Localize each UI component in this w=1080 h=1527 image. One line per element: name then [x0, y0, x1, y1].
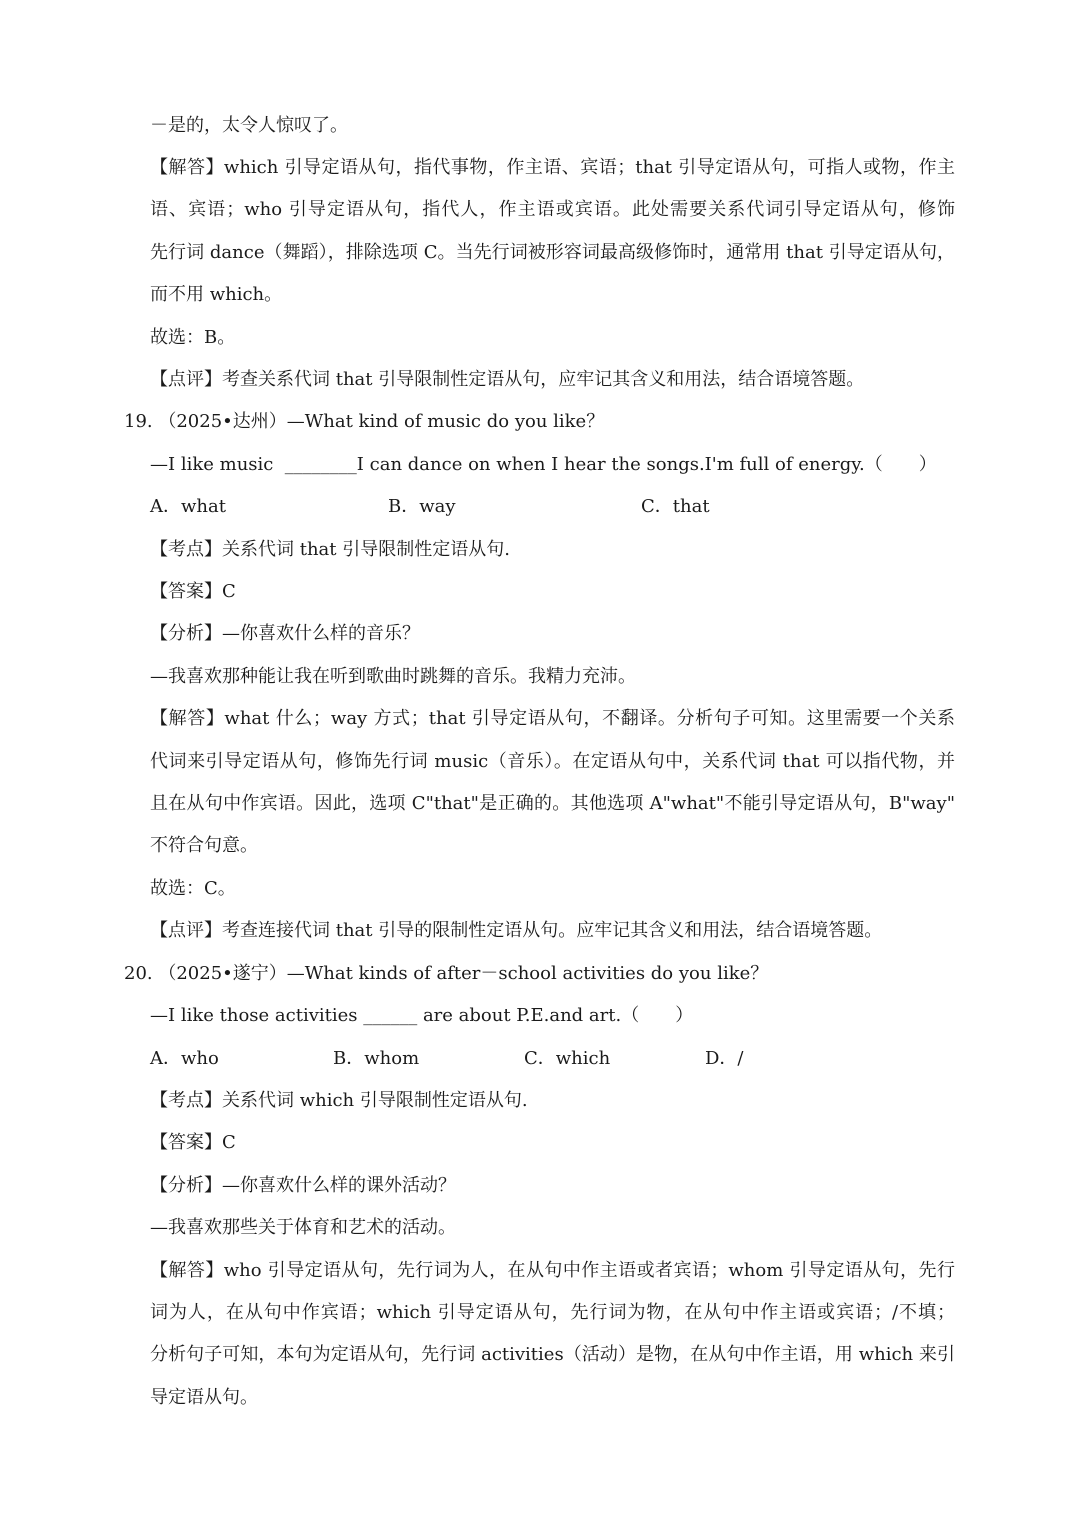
q20-option-c: C．which [524, 1048, 611, 1069]
q20-line2: —I like those activities ______ are about P.E.and art.（ ） [150, 1005, 694, 1026]
q19-option-b: B．way [388, 496, 456, 517]
q20-daan: 【答案】C [150, 1132, 236, 1153]
q20-jieda-line2: 词为人，在从句中作宾语；which 引导定语从句，先行词为物，在从句中作主语或宾语；/不填； [150, 1302, 955, 1323]
q19-option-a: A．what [150, 496, 226, 517]
q20-fenxi: 【分析】—你喜欢什么样的课外活动？ [150, 1175, 456, 1196]
q18-jieda-line2: 语、宾语；who 引导定语从句，指代人，作主语或宾语。此处需要关系代词引导定语从句，修饰 [150, 199, 955, 220]
q20-jieda-line4: 导定语从句。 [150, 1387, 258, 1408]
q20-stem: 20. （2025•遂宁）—What kinds of after－school activities do you like？ [124, 963, 769, 984]
q19-line2: —I like music ________I can dance on when I hear the songs.I'm full of energy.（ ） [150, 454, 937, 475]
q20-jieda-line1: 【解答】who 引导定语从句，先行词为人，在从句中作主语或者宾语；whom 引导定语从句，先行 [150, 1260, 955, 1281]
q20-kaodian: 【考点】关系代词 which 引导限制性定语从句. [150, 1090, 528, 1111]
q19-jieda-line2: 代词来引导定语从句，修饰先行词 music（音乐）。在定语从句中，关系代词 that 可以指代物，并 [150, 751, 955, 772]
q18-jieda-line3: 先行词 dance（舞蹈），排除选项 C。当先行词被形容词最高级修饰时，通常用 that 引导定语从句， [150, 242, 955, 263]
q20-jieda-line3: 分析句子可知，本句为定语从句，先行词 activities（活动）是物，在从句中作主语，用 which 来引 [150, 1344, 955, 1365]
q18-jieda-line1: 【解答】which 引导定语从句，指代事物，作主语、宾语；that 引导定语从句，可指人或物，作主 [150, 157, 955, 178]
q20-option-a: A．who [150, 1048, 219, 1069]
q19-stem: 19. （2025•达州）—What kind of music do you like？ [124, 411, 605, 432]
q20-option-d: D．/ [705, 1048, 744, 1069]
q19-jieda-line4: 不符合句意。 [150, 835, 258, 856]
q18-guxuan: 故选：B。 [150, 327, 236, 348]
q19-fenxi: 【分析】—你喜欢什么样的音乐？ [150, 623, 420, 644]
q19-dianping: 【点评】考查连接代词 that 引导的限制性定语从句。应牢记其含义和用法，结合语境答题。 [150, 920, 883, 941]
q19-fenxi2: —我喜欢那种能让我在听到歌曲时跳舞的音乐。我精力充沛。 [150, 666, 636, 687]
q18-jieda-line4: 而不用 which。 [150, 284, 283, 305]
q19-daan: 【答案】C [150, 581, 236, 602]
q19-option-c: C．that [641, 496, 710, 517]
q19-guxuan: 故选：C。 [150, 878, 236, 899]
q19-jieda-line1: 【解答】what 什么；way 方式；that 引导定语从句，不翻译。分析句子可知。这里需要一个关系 [150, 708, 955, 729]
q20-option-b: B．whom [333, 1048, 420, 1069]
q18-dianping: 【点评】考查关系代词 that 引导限制性定语从句，应牢记其含义和用法，结合语境答题。 [150, 369, 865, 390]
q19-jieda-line3: 且在从句中作宾语。因此，选项 C"that"是正确的。其他选项 A"what"不能引导定语从句，B"way" [150, 793, 955, 814]
q20-fenxi2: —我喜欢那些关于体育和艺术的活动。 [150, 1217, 456, 1238]
q18-translation-line: －是的，太令人惊叹了。 [150, 115, 348, 136]
q19-kaodian: 【考点】关系代词 that 引导限制性定语从句. [150, 539, 510, 560]
